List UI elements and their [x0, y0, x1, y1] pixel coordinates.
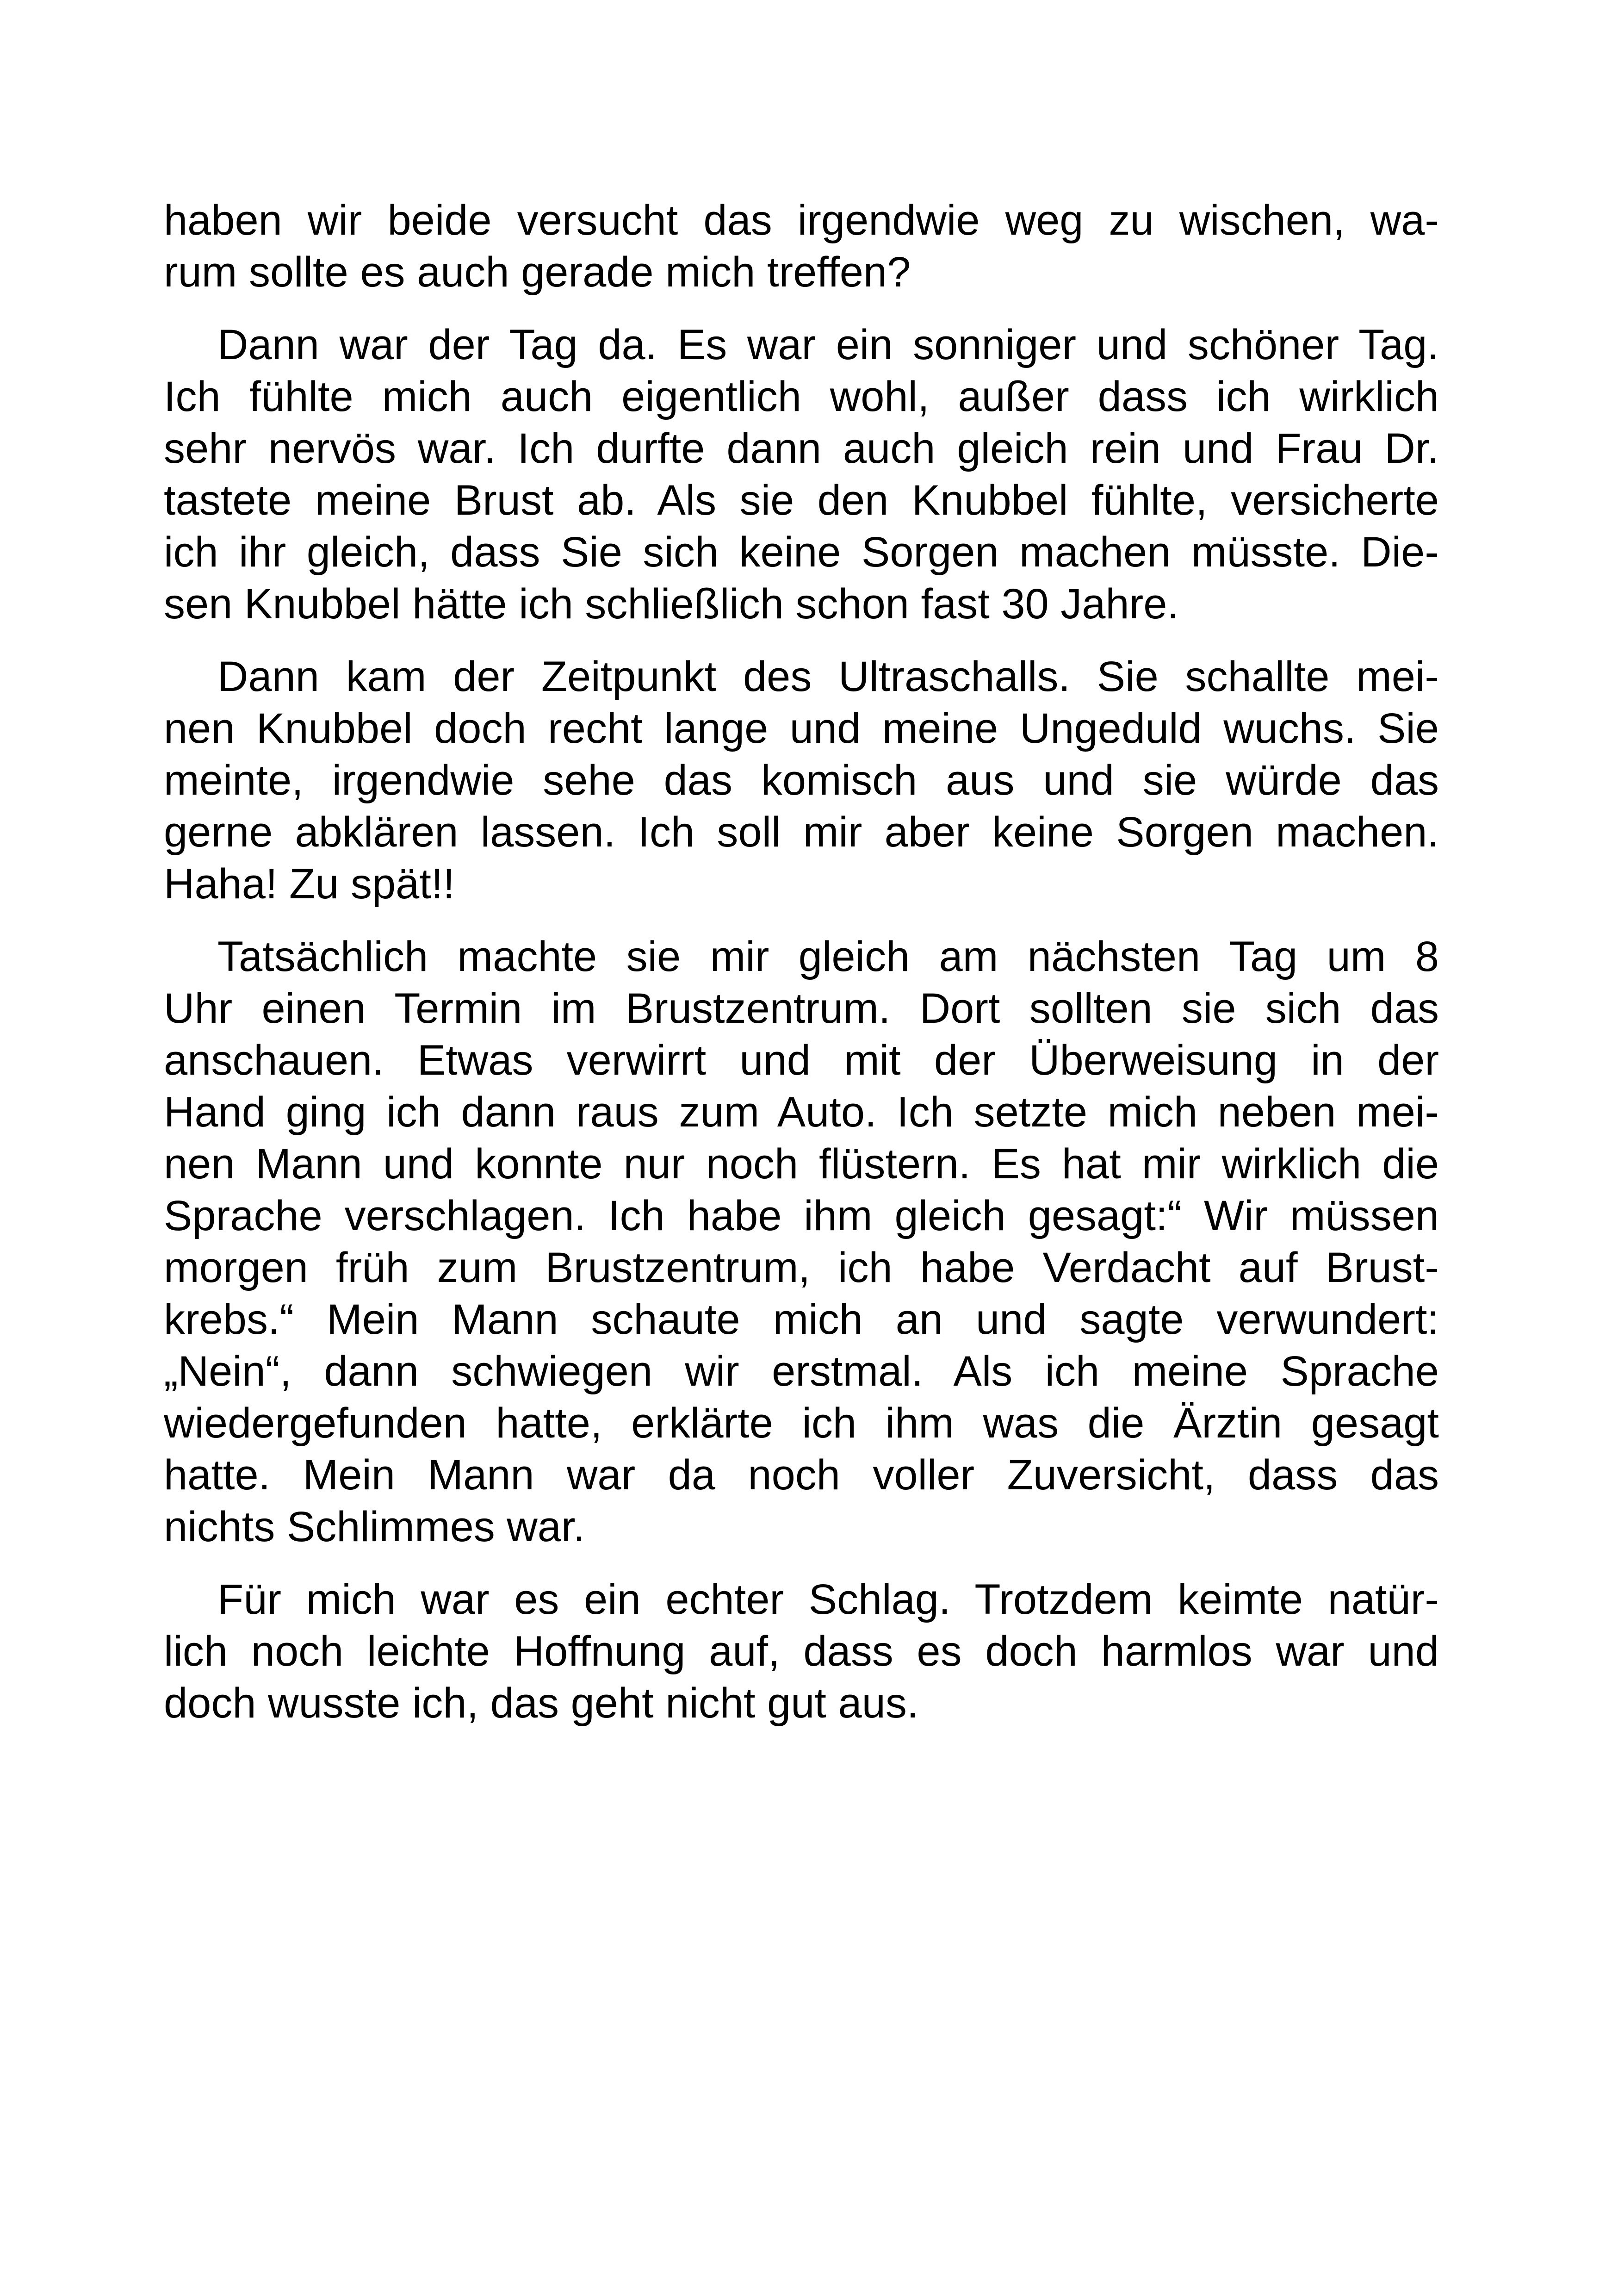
- text-line: krebs.“ Mein Mann schaute mich an und sagte verwundert:: [164, 1296, 1439, 1343]
- text-line: Hand ging ich dann raus zum Auto. Ich setzte mich neben mei-: [164, 1089, 1439, 1136]
- text-line: Tatsächlich machte sie mir gleich am nächsten Tag um 8: [217, 933, 1439, 980]
- text-line: haben wir beide versucht das irgendwie weg zu wischen, wa-: [164, 197, 1439, 244]
- text-line: rum sollte es auch gerade mich treffen?: [164, 249, 911, 296]
- paragraph-5: [164, 1574, 1439, 1729]
- paragraph-3: [164, 651, 1439, 910]
- text-line: nen Mann und konnte nur noch flüstern. Es hat mir wirklich die: [164, 1140, 1439, 1188]
- paragraph-4: [164, 931, 1439, 1553]
- text-line: hatte. Mein Mann war da noch voller Zuversicht, dass das: [164, 1451, 1439, 1499]
- text-line: Dann war der Tag da. Es war ein sonniger und schöner Tag.: [217, 321, 1439, 368]
- text-line: doch wusste ich, das geht nicht gut aus.: [164, 1680, 919, 1727]
- body-text: [164, 194, 1439, 1750]
- text-line: nen Knubbel doch recht lange und meine Ungeduld wuchs. Sie: [164, 705, 1439, 752]
- text-line: lich noch leichte Hoffnung auf, dass es doch harmlos war und: [164, 1628, 1439, 1675]
- text-line: sen Knubbel hätte ich schließlich schon fast 30 Jahre.: [164, 580, 1179, 628]
- text-line: sehr nervös war. Ich durfte dann auch gleich rein und Frau Dr.: [164, 425, 1439, 472]
- text-line: Haha! Zu spät!!: [164, 860, 455, 908]
- text-line: anschauen. Etwas verwirrt und mit der Überweisung in der: [164, 1037, 1439, 1084]
- text-line: Für mich war es ein echter Schlag. Trotzdem keimte natür-: [217, 1576, 1439, 1623]
- text-line: meinte, irgendwie sehe das komisch aus und sie würde das: [164, 757, 1439, 804]
- text-line: tastete meine Brust ab. Als sie den Knubbel fühlte, versicherte: [164, 477, 1439, 524]
- paragraph-1: [164, 194, 1439, 298]
- text-line: nichts Schlimmes war.: [164, 1503, 585, 1550]
- text-line: morgen früh zum Brustzentrum, ich habe Verdacht auf Brust-: [164, 1244, 1439, 1291]
- text-line: gerne abklären lassen. Ich soll mir aber keine Sorgen machen.: [164, 809, 1439, 856]
- text-line: wiedergefunden hatte, erklärte ich ihm was die Ärztin gesagt: [164, 1400, 1439, 1447]
- text-line: Dann kam der Zeitpunkt des Ultraschalls. Sie schallte mei-: [217, 653, 1439, 700]
- paragraph-2: [164, 319, 1439, 630]
- text-line: „Nein“, dann schwiegen wir erstmal. Als ich meine Sprache: [164, 1348, 1439, 1395]
- text-line: Uhr einen Termin im Brustzentrum. Dort sollten sie sich das: [164, 985, 1439, 1032]
- text-line: Ich fühlte mich auch eigentlich wohl, außer dass ich wirklich: [164, 373, 1439, 420]
- text-line: ich ihr gleich, dass Sie sich keine Sorgen machen müsste. Die-: [164, 529, 1439, 576]
- text-line: Sprache verschlagen. Ich habe ihm gleich gesagt:“ Wir müssen: [164, 1192, 1439, 1239]
